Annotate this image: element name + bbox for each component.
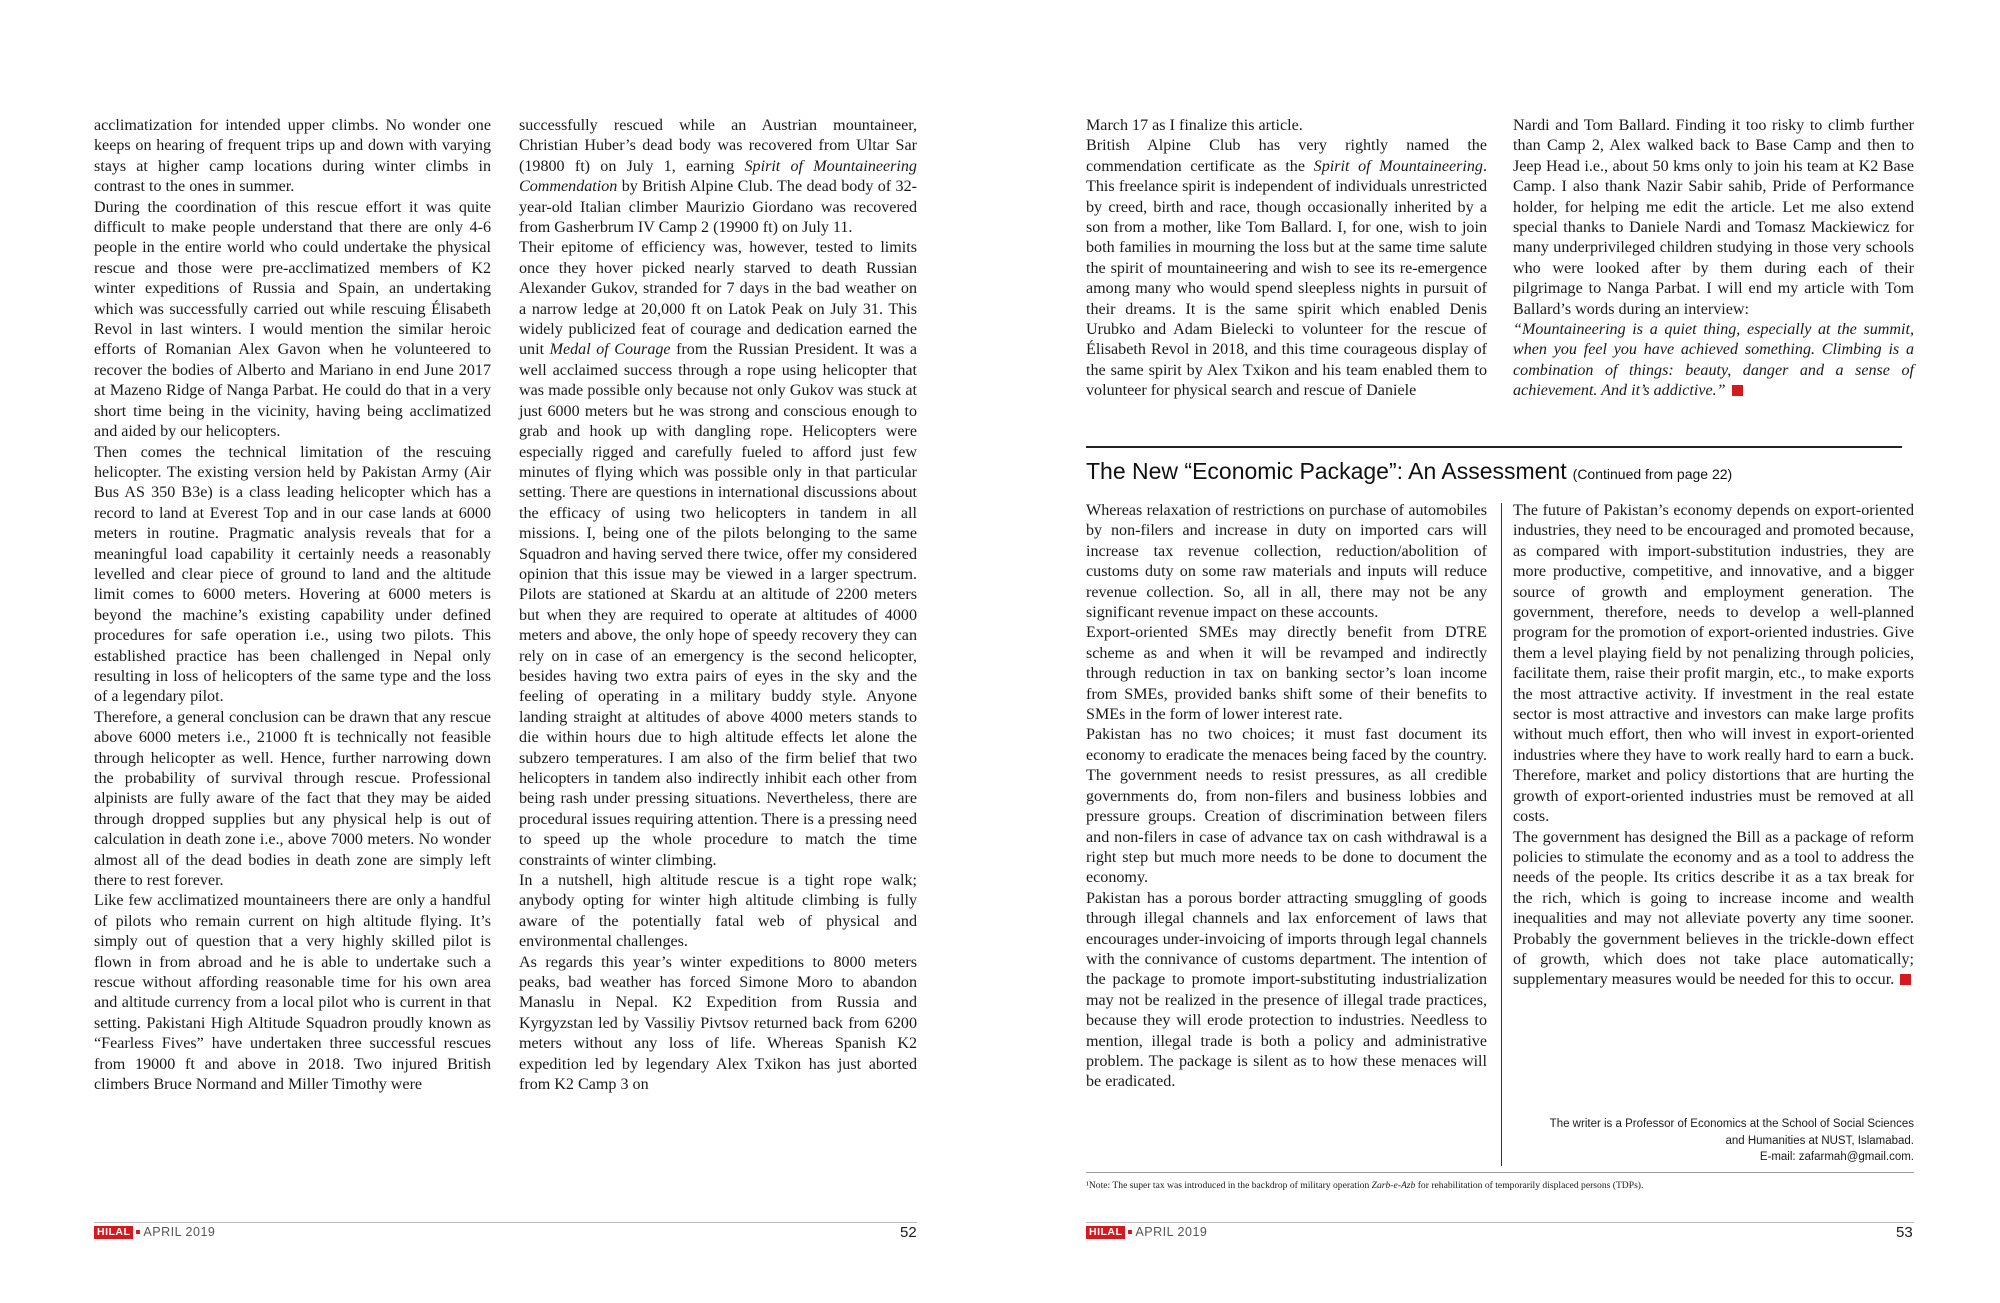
italic-award-name: Spirit of Mountaineering Commendation [519,157,917,196]
italic-award-name: Spirit of Mountaineering [1313,157,1483,175]
article-headline [1086,456,1916,489]
page-number: 52 [900,1224,917,1241]
right-page-column-2 [1513,116,1914,402]
author-note: The writer is a Professor of Economics at the School of Social Sciences and Humanities at NUST, Islamabad. E-mail: zafarmah@gmail.com. [1520,1116,1914,1166]
headline-text: The New “Economic Package”: An Assessment [1086,458,1567,484]
paragraph: March 17 as I finalize this article. [1086,117,1303,134]
paragraph: Nardi and Tom Ballard. Finding it too risky to climb further than Camp 2, Alex walked back to Base Camp and then to Jeep Head i.e., about 50 kms only to join his team at K2 Base Camp. I also thank Nazir Sabir sahib, Pride of Performance holder, for helping me edit the article. Let me also extend special thanks to Daniele Nardi and Tomasz Mackiewicz for many underprivileged children studying in those very schools who were looked after by them during each of their pilgrimage to Nanga Parbat. I will end my article with Tom Ballard’s words during an interview: [1513,117,1914,318]
column-divider [1501,503,1502,1166]
footer-rule [1086,1222,1914,1223]
page-number: 53 [1896,1224,1913,1241]
footnote: ¹Note: The super tax was introduced in the backdrop of military operation Zarb-e-Azb for rehabilitation of temporarily displaced persons (TDPs). [1086,1180,1644,1191]
paragraph: Their epitome of efficiency was, however, tested to limits once they hover picked nearly starved to death Russian Alexander Gukov, stranded for 7 days in the bad weather on a narrow ledge at 20,000 ft on Latok Peak on July 31. This widely publicized feat of courage and dedication earned the unit Medal of Courage from the Russian President. It was a well acclaimed success through a rope using helicopter that was made possible only because not only Gukov was stuck at just 6000 meters but he was strong and conscious enough to grab and hook up with dangling rope. Helicopters were especially rigged and carefully fueled to afford just few minutes of flying which was possible only in that particular setting. There are questions in international discussions about the efficacy of using two helicopters in tandem in all missions. I, being one of the pilots belonging to the same Squadron and having served there twice, offer my considered opinion that this issue may be viewed in a larger spectrum. Pilots are stationed at Skardu at an altitude of 2200 meters but when they are required to operate at altitudes of 4000 meters and above, the only hope of speedy recovery they can rely on in case of an emergency is the second helicopter, besides having two extra pairs of eyes in the sky and the feeling of operating in a military buddy style. Anyone landing straight at altitudes of above 4000 meters stands to die within hours due to high altitude effects let alone the subzero temperatures. I am also of the firm belief that two helicopters in tandem also indirectly inhibit each other from being rash under pressing situations. Nevertheless, there are procedural issues requiring attention. There is a pressing need to speed up the whole procedure to match the time constraints of winter climbing. [519,239,918,869]
paragraph: As regards this year’s winter expeditions to 8000 meters peaks, bad weather has forced Simone Moro to abandon Manaslu in Nepal. K2 Expedition from Russia and Kyrgyzstan led by Vassiliy Pivtsov returned back from 6200 meters without any loss of life. Whereas Spanish K2 expedition led by legendary Alex Txikon has just aborted from K2 Camp 3 on [519,953,917,1094]
issue-date: APRIL 2019 [1135,1225,1208,1239]
paragraph: The future of Pakistan’s economy depends on export-oriented industries, they need to be encouraged and promoted because, as compared with import-substitution industries, they are more productive, competitive, and innovative, and a bigger source of growth and employment generation. The government, therefore, needs to develop a well-planned program for the promotion of export-oriented industries. Give them a level playing field by not penalizing through policies, facilitate them, raise their profit margin, etc., to make exports the most attractive activity. If investment in the real estate sector is most attractive and investors can make large profits without much effort, then who will invest in export-oriented industries where they have to work really hard to earn a buck. Therefore, market and policy distortions that are hurting the growth of export-oriented industries must be removed at all costs. [1513,502,1914,826]
hilal-logo: HILAL [1086,1226,1125,1239]
continued-note: (Continued from page 22) [1572,466,1733,482]
footer-dot-icon [136,1230,140,1234]
paragraph: Pakistan has no two choices; it must fast document its economy to eradicate the menaces being faced by the country. The government needs to resist pressures, as all credible governments do, from non-filers and business lobbies and pressure groups. Creation of discrimination between filers and non-filers in case of advance tax on cash withdrawal is a right step but much more needs to be done to document the economy. [1086,726,1487,887]
end-mark-icon [1732,385,1743,396]
author-email: E-mail: zafarmah@gmail.com. [1759,1151,1914,1163]
paragraph: Whereas relaxation of restrictions on purchase of automobiles by non-filers and increase in duty on imported cars will increase tax revenue collection, reduction/abolition of customs duty on some raw materials and inputs will reduce revenue collection. So, all in all, there may not be any significant revenue impact on these accounts. [1086,502,1487,622]
issue-date: APRIL 2019 [143,1225,216,1239]
footer-right [1086,1223,1207,1243]
italic-award-name: Medal of Courage [549,341,671,359]
paragraph: Therefore, a general conclusion can be drawn that any rescue above 6000 meters i.e., 21000 ft is technically not feasible through helicopter as well. Hence, further narrowing down the probability of survival through rescue. Professional alpinists are fully aware of the fact that they may be aided through dropped supplies but any physical help is out of calculation in death zone i.e., above 7000 meters. No wonder almost all of the dead bodies in death zone are simply left there to rest forever. [94,708,491,890]
paragraph: In a nutshell, high altitude rescue is a tight rope walk; anybody opting for winter high altitude climbing is fully aware of the potentially fatal web of physical and environmental challenges. [519,872,917,951]
paragraph: The government has designed the Bill as a package of reform policies to stimulate the economy and as a tool to address the needs of the people. Its critics describe it as a tax break for the rich, which is going to increase income and wealth inequalities and may not alleviate poverty any time sooner. Probably the government believes in the trickle-down effect of growth, which does not take place automatically; supplementary measures would be needed for this to occur. [1513,828,1914,989]
quote-paragraph [1513,320,1914,402]
economics-column-2 [1513,501,1914,991]
article-divider-rule [1086,446,1902,448]
paragraph: Like few acclimatized mountaineers there are only a handful of pilots who remain current on high altitude flying. It’s simply out of question that a very highly skilled pilot is flown in from abroad and he is able to undertake such a rescue without affording reasonable time for his own area and altitude currency from a local pilot who is current in that setting. Pakistani High Altitude Squadron proudly known as “Fearless Fives” have undertaken three successful rescues from 19000 ft and above in 2018. Two injured British climbers Bruce Normand and Miller Timothy were [94,892,491,1094]
end-mark-icon [1900,974,1911,985]
paragraph: successfully rescued while an Austrian mountaineer, Christian Huber’s dead body was recovered from Ultar Sar (19800 ft) on July 1, earning Spirit of Mountaineering Commendation by British Alpine Club. The dead body of 32-year-old Italian climber Maurizio Giordano was recovered from Gasherbrum IV Camp 2 (19900 ft) on July 11. [519,117,917,237]
paragraph: Pakistan has a porous border attracting smuggling of goods through illegal channels and lax enforcement of laws that encourages under-invoicing of imports through legal channels with the connivance of customs department. The intention of the package to promote import-substituting industrialization may not be realized in the presence of illegal trade practices, because they will erode protection to industries. Needless to mention, illegal trade is both a policy and administrative problem. The package is silent as to how these menaces will be eradicated. [1086,889,1487,1091]
paragraph: British Alpine Club has very rightly named the commendation certificate as the Spirit of Mountaineering. This freelance spirit is independent of individuals unrestricted by creed, birth and race, though occasionally inherited by a son from a mother, like Tom Ballard. I, for one, wish to join both families in mourning the loss but at the same time salute the spirit of mountaineering and wish to see its re-emergence among many who would spend sleepless nights in pursuit of their dreams. It is the same spirit which enabled Denis Urubko and Adam Bielecki to volunteer for the rescue of Élisabeth Revol in 2018, and this time courageous display of the same spirit by Alex Txikon and his team enabled them to volunteer for physical search and rescue of Daniele [1086,137,1487,400]
hilal-logo: HILAL [94,1226,133,1239]
right-page-column-1 [1086,116,1487,402]
footer-rule [94,1222,917,1223]
paragraph: Then comes the technical limitation of the rescuing helicopter. The existing version held by Pakistan Army (Air Bus AS 350 B3e) is a class leading helicopter which has a record to land at Everest Top and in our case lands at 6000 meters in routine. Pragmatic analysis reveals that for a meaningful load capability it certainly needs a reasonably levelled and clear piece of ground to land and the altitude limit comes to 6000 meters. Hovering at 6000 meters is beyond the machine’s existing capability under defined procedures for safe operation i.e., using two pilots. This established practice has been challenged in Nepal only resulting in loss of helicopters of the same type and the loss of a legendary pilot. [94,443,491,706]
paragraph: Export-oriented SMEs may directly benefit from DTRE scheme as and when it will be revamped and indirectly through reduction in tax on banking sector’s loan income from SMEs, provided banks shift some of their benefits to SMEs in the form of lower interest rate. [1086,624,1487,724]
paragraph: During the coordination of this rescue effort it was quite difficult to make people understand that there are only 4-6 people in the entire world who could undertake the physical rescue and those were pre-acclimatized members of K2 winter expeditions of Russia and Spain, an undertaking which was successfully carried out while rescuing Élisabeth Revol in last winters. I would mention the similar heroic efforts of Romanian Alex Gavon when he volunteered to recover the bodies of Alberto and Mariano in end June 2017 at Mazeno Ridge of Nanga Parbat. He could do that in a very short time being in the vicinity, having being acclimatized and aided by our helicopters. [94,198,491,441]
economics-column-1 [1086,501,1487,1093]
footnote-rule [1086,1172,1914,1173]
paragraph: acclimatization for intended upper climbs. No wonder one keeps on hearing of frequent trips up and down with varying stays at higher camp locations during winter climbs in contrast to the ones in summer. [94,117,491,196]
footer-dot-icon [1128,1230,1132,1234]
closing-quote: “Mountaineering is a quiet thing, especially at the summit, when you feel you have achieved something. Climbing is a combination of things: beauty, danger and a sense of achievement. And it’s addictive.” [1513,321,1914,400]
footer-left [94,1223,215,1243]
left-page-column-1 [94,116,491,1096]
left-page-column-2 [519,116,917,1096]
